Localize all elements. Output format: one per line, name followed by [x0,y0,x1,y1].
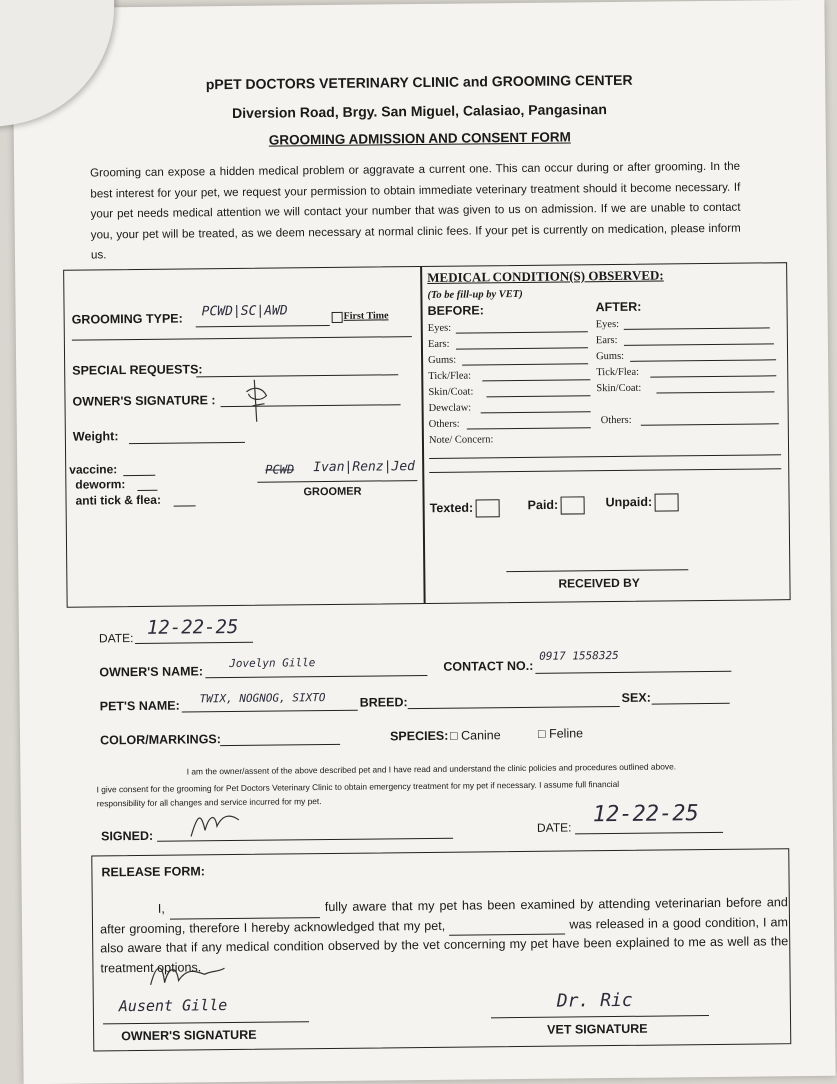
contact-value: 0917 1558325 [539,648,619,663]
release-pet-blank[interactable] [449,920,565,936]
first-time-checkbox[interactable] [332,312,343,323]
weight-field[interactable] [129,426,245,444]
after-label: AFTER: [595,299,642,315]
pet-name-value: TWIX, NOGNOG, SIXTO [199,691,326,706]
medical-title: MEDICAL CONDITION(S) OBSERVED: [427,267,664,285]
owner-signature-scribble [242,378,272,424]
owner-name-label: OWNER'S NAME: [99,664,204,680]
groomer-value: Ivan|Renz|Jed [313,459,416,476]
texted-label: Texted: [430,499,500,518]
after-gums: Gums: [596,350,625,363]
received-by-label: RECEIVED BY [558,575,640,591]
column-divider [420,267,425,603]
unpaid-checkbox[interactable] [654,493,678,511]
groomer-label: GROOMER [303,485,362,499]
after-eyes-field[interactable] [624,315,770,330]
before-dewclaw-field[interactable] [481,399,591,413]
release-title: RELEASE FORM: [101,864,205,880]
before-ears-field[interactable] [456,335,588,349]
after-ears-field[interactable] [624,331,774,346]
before-label: BEFORE: [427,303,484,318]
special-requests-field[interactable] [196,358,398,377]
form-page [12,0,835,1084]
consent-line-1: I am the owner/assent of the above described pet and I have read and understand the clinic policies and procedures outlined above. [186,761,677,777]
after-eyes: Eyes: [595,318,620,331]
intro-paragraph: Grooming can expose a hidden medical problem or aggravate a current one. This can occur during or after grooming. In the best interest for your pet, we request your permission to obtain immediate veterinary treatment should it become necessary. If your pet needs medical attention we will contact your number that was given to us on admission. If we are unable to contact you, your pet will be treated, as we deem necessary at normal clinic fees. If your pet is currently on medication, please inform us. [90,159,741,262]
before-eyes-field[interactable] [456,319,588,333]
canine-option[interactable]: □ Canine [449,728,501,743]
vet-sig-label: VET SIGNATURE [547,1021,648,1037]
special-requests-label: SPECIAL REQUESTS: [72,362,203,378]
grooming-type-value: PCWD|SC|AWD [201,303,288,320]
first-time-label: First Time [343,310,389,322]
before-gums: Gums: [428,354,457,366]
unpaid-label: Unpaid: [606,493,679,512]
release-vet-sig-line[interactable] [491,999,709,1018]
sex-label: SEX: [621,690,651,705]
owner-name-value: Jovelyn Gille [229,656,316,671]
breed-label: BREED: [359,695,408,710]
antitick-label: anti tick & flea: [75,492,161,508]
consent-date-label: DATE: [536,820,572,835]
owner-sig-label: OWNER'S SIGNATURE [121,1027,257,1044]
release-owner-scribble [148,958,228,989]
after-others: Others: [600,414,632,427]
release-owner-blank[interactable] [170,903,320,920]
contact-label: CONTACT NO.: [443,658,534,674]
before-ears: Ears: [427,338,450,350]
form-title: GROOMING ADMISSION AND CONSENT FORM [268,129,571,148]
signed-label: SIGNED: [100,828,154,844]
before-gums-field[interactable] [462,351,588,365]
clinic-name: pPET DOCTORS VETERINARY CLINIC and GROOMING CENTER [205,71,633,93]
owner-sig-name: Ausent Gille [118,996,228,1016]
after-ears: Ears: [595,334,618,347]
owner-signature-label: OWNER'S SIGNATURE : [72,393,216,409]
after-tickflea: Tick/Flea: [596,366,640,379]
consent-date-value: 12-22-25 [592,801,699,828]
deworm-label: deworm: [75,477,126,492]
vaccine-field[interactable] [123,461,155,476]
received-by-line[interactable] [506,561,688,572]
medical-subtitle: (To be fill-up by VET) [427,288,523,301]
paid-label: Paid: [528,496,585,515]
release-owner-sig-line[interactable] [103,1005,309,1024]
after-gums-field[interactable] [630,347,776,362]
texted-checkbox[interactable] [475,499,499,517]
color-label: COLOR/MARKINGS: [99,732,221,748]
after-tickflea-field[interactable] [650,363,776,377]
antitick-field[interactable] [173,491,195,506]
before-tickflea: Tick/Flea: [428,370,472,382]
before-eyes: Eyes: [427,322,452,334]
feline-option[interactable]: □ Feline [537,726,584,741]
color-field[interactable] [220,728,340,746]
clinic-address: Diversion Road, Brgy. San Miguel, Calasiao, Pangasinan [232,101,607,121]
species-label: SPECIES: [389,728,449,744]
date-label: DATE: [98,631,134,646]
grooming-type-label: GROOMING TYPE: [71,311,183,327]
pet-name-label: PET'S NAME: [99,698,180,714]
note-concern-label: Note/ Concern: [428,434,494,446]
consent-line-2: I give consent for the grooming for Pet Doctors Veterinary Clinic to obtain emergency treatment for my pet if necessary. I assume full financial [96,778,620,795]
after-others-field[interactable] [641,411,779,425]
before-others: Others: [428,418,460,430]
consent-line-3: responsibility for all changes and service incurred for my pet. [96,796,322,809]
after-skincoat: Skin/Coat: [596,382,642,395]
date-value: 12-22-25 [146,615,239,639]
groomer-line[interactable] [257,466,417,483]
sex-field[interactable] [652,687,730,705]
before-tickflea-field[interactable] [482,367,590,381]
before-skincoat: Skin/Coat: [428,386,474,398]
paid-checkbox[interactable] [560,496,584,514]
vaccine-label: vaccine: [69,462,118,477]
signed-scribble [187,806,247,843]
before-dewclaw: Dewclaw: [428,402,472,414]
weight-label: Weight: [72,429,119,444]
breed-field[interactable] [408,690,620,709]
vet-sig-name: Dr. Ric [556,989,633,1012]
deworm-field[interactable] [137,476,157,491]
release-paragraph: I, fully aware that my pet has been examined by attending veterinarian before and after grooming, therefore I hereby acknowledged that my pet, was released in a good condition, I am also aware that if any medical condition observed by the vet concerning my pet have been explained to me as well as the treatment options. [99,895,789,975]
after-skincoat-field[interactable] [656,379,774,393]
before-skincoat-field[interactable] [486,383,590,397]
before-others-field[interactable] [467,415,591,429]
groomer-struck-value: PCWD [265,462,295,477]
